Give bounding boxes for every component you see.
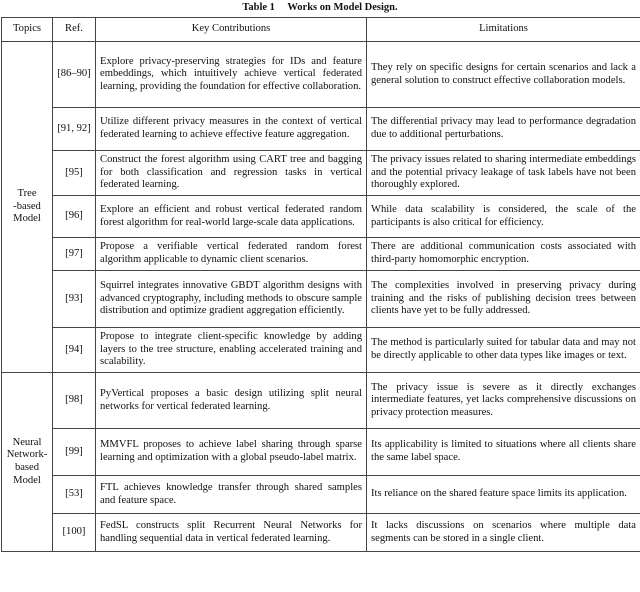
table-title: Works on Model Design. <box>287 2 398 13</box>
table-row <box>2 476 640 514</box>
table-row <box>2 196 640 238</box>
table-number: Table 1 <box>242 2 275 13</box>
ref-cell: [94] <box>53 328 96 373</box>
ref-cell: [100] <box>53 514 96 552</box>
contribution-cell: FTL achieves knowledge transfer through shared samples and feature space. <box>96 476 367 514</box>
limitation-cell: The method is particularly suited for tabular data and may not be directly applicable to other data types like images or text. <box>367 328 640 373</box>
contribution-cell: FedSL constructs split Recurrent Neural Networks for handling sequential data in vertical federated learning. <box>96 514 367 552</box>
contribution-cell: Squirrel integrates innovative GBDT algorithm designs with advanced cryptography, including methods to obscure sample distribution and optimize gradient aggregation efficiently. <box>96 271 367 328</box>
limitation-cell: There are additional communication costs associated with third-party homomorphic encryption. <box>367 238 640 271</box>
limitation-cell: They rely on specific designs for certain scenarios and lack a general solution to construct effective collaboration models. <box>367 42 640 108</box>
limitation-cell: The privacy issue is severe as it directly exchanges intermediate features, yet lacks comprehensive discussions on privacy protection measures. <box>367 373 640 429</box>
contribution-cell: Construct the forest algorithm using CART tree and bagging for both classification and regression tasks in vertical federated learning. <box>96 151 367 196</box>
contribution-cell: Explore an efficient and robust vertical federated random forest algorithm for real-world large-scale data applications. <box>96 196 367 238</box>
table-row <box>2 238 640 271</box>
ref-cell: [95] <box>53 151 96 196</box>
model-design-table <box>1 17 640 552</box>
ref-cell: [91, 92] <box>53 108 96 151</box>
contribution-cell: Propose to integrate client-specific knowledge by adding layers to the tree structure, enabling accelerated training and scalability. <box>96 328 367 373</box>
header-key-contributions: Key Contributions <box>96 18 367 42</box>
limitation-cell: The privacy issues related to sharing intermediate embeddings and the potential privacy leakage of task labels have not been thoroughly explored. <box>367 151 640 196</box>
table-row <box>2 151 640 196</box>
ref-cell: [93] <box>53 271 96 328</box>
table-row <box>2 514 640 552</box>
header-limitations: Limitations <box>367 18 640 42</box>
table-row <box>2 42 640 108</box>
contribution-cell: MMVFL proposes to achieve label sharing through sparse learning and optimization with a global pseudo-label matrix. <box>96 429 367 476</box>
limitation-cell: While data scalability is considered, the scale of the participants is also critical for efficiency. <box>367 196 640 238</box>
contribution-cell: Utilize different privacy measures in the context of vertical federated learning to achieve effective feature aggregation. <box>96 108 367 151</box>
header-ref: Ref. <box>53 18 96 42</box>
limitation-cell: The differential privacy may lead to performance degradation due to additional perturbations. <box>367 108 640 151</box>
ref-cell: [98] <box>53 373 96 429</box>
ref-cell: [86–90] <box>53 42 96 108</box>
table-row <box>2 271 640 328</box>
limitation-cell: Its reliance on the shared feature space limits its application. <box>367 476 640 514</box>
table-row <box>2 373 640 429</box>
table-row <box>2 328 640 373</box>
contribution-cell: Propose a verifiable vertical federated random forest algorithm applicable to dynamic client scenarios. <box>96 238 367 271</box>
topic-tree-based: Tree -based Model <box>2 42 53 373</box>
limitation-cell: Its applicability is limited to situations where all clients share the same label space. <box>367 429 640 476</box>
header-row <box>2 18 640 42</box>
topic-neural-network-based: Neural Network-based Model <box>2 373 53 552</box>
contribution-cell: Explore privacy-preserving strategies for IDs and feature embeddings, which intuitively achieve vertical federated learning, providing the foundation for effective collaboration. <box>96 42 367 108</box>
table-row <box>2 429 640 476</box>
ref-cell: [99] <box>53 429 96 476</box>
table-caption <box>0 0 640 17</box>
table-row <box>2 108 640 151</box>
ref-cell: [96] <box>53 196 96 238</box>
limitation-cell: The complexities involved in preserving privacy during training and the risks of publishing decision trees between clients have yet to be fully addressed. <box>367 271 640 328</box>
header-topics: Topics <box>2 18 53 42</box>
ref-cell: [97] <box>53 238 96 271</box>
contribution-cell: PyVertical proposes a basic design utilizing split neural networks for vertical federated learning. <box>96 373 367 429</box>
ref-cell: [53] <box>53 476 96 514</box>
limitation-cell: It lacks discussions on scenarios where multiple data segments can be stored in a single client. <box>367 514 640 552</box>
